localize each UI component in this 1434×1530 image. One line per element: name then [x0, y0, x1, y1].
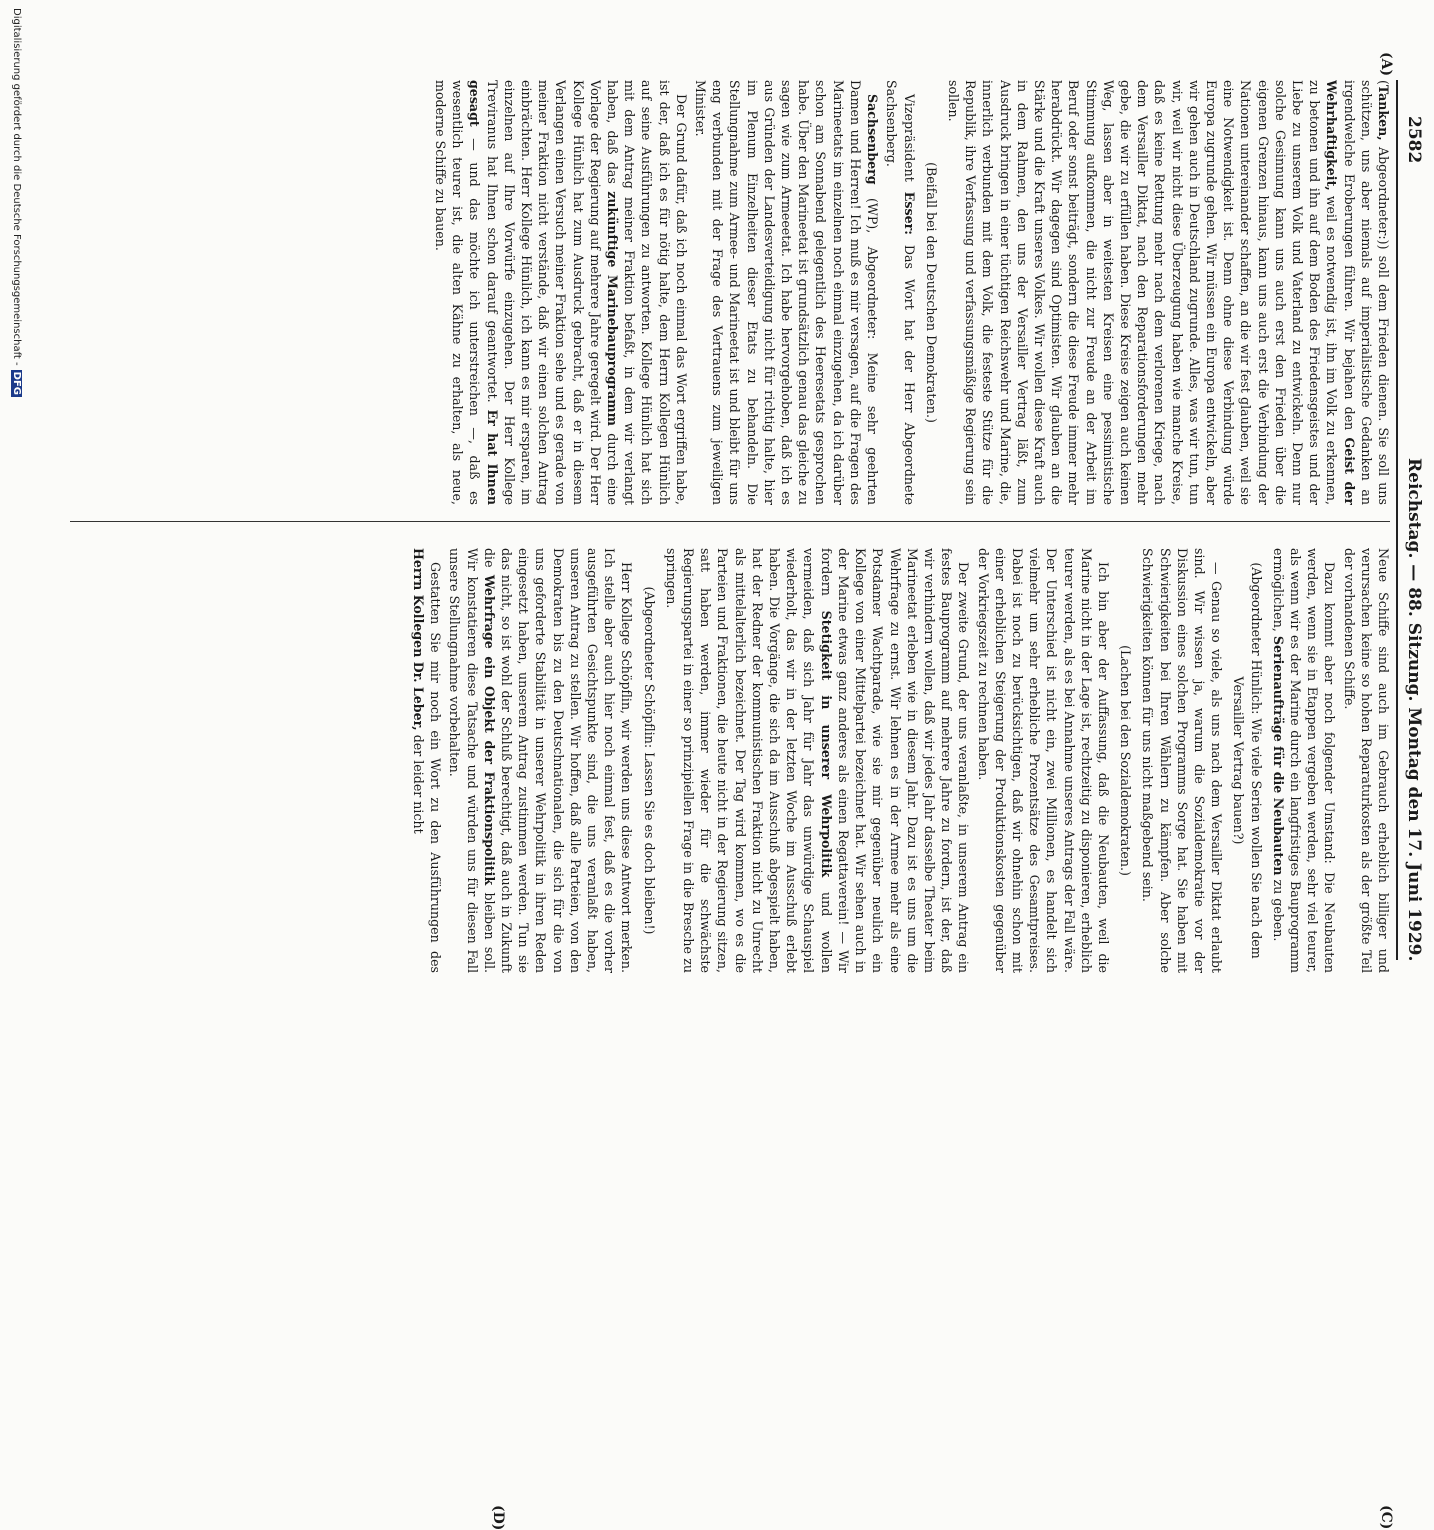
paragraph: Gestatten Sie mir noch ein Wort zu den Ausführungen des Herrn Kollegen Dr. Leber, der leider nicht [411, 548, 444, 973]
paragraph: Neue Schiffe sind auch im Gebrauch erheblich billiger und verursachen keine so hohen Reparaturkosten als der größte Teil der vorhandenen Schiffe. [1341, 548, 1391, 973]
right-column [67, 548, 1392, 973]
margin-mark-c: (C) [1378, 1505, 1394, 1530]
left-column [67, 80, 1392, 505]
paragraph: Sachsenberg (WP), Abgeordneter: Meine sehr geehrten Damen und Herren! Ich muß es mir versagen, auf die Fragen des Marineetats im einzelnen noch einmal einzugehen, da ich darüber schon am Sonnabend gelegentlich des Heeresetats gesprochen habe. Über den Marineetat ist grundsätzlich genau das gleiche zu sagen wie zum Armeeetat. Ich habe hervorgehoben, daß ich es aus Gründen der Landesverteidigung nicht für richtig halte, hier im Plenum Einzelheiten dieser Etats zu behandeln. Die Stellungnahme zum Armee- und Marineetat ist und bleibt für uns eng verbunden mit der Frage des Vertrauens zum jeweiligen Minister. [693, 80, 881, 505]
paragraph: Dazu kommt aber noch folgender Umstand: Die Neubauten werden, wenn sie in Etappen vergeben werden, sehr viel teurer, als wenn wir es der Marine durch ein langfristiges Bauprogramm ermöglichen, Serienaufträge für die Neubauten zu geben. [1270, 548, 1338, 973]
interjection: (Abgeordneter Schöpflin: Lassen Sie es doch bleiben!) [641, 586, 657, 935]
paragraph: Der Grund dafür, daß ich noch einmal das Wort ergriffen habe, ist der, daß ich es für nötig halte, dem Herrn Kollegen Hünlich auf seine Ausführungen zu antworten. Kollege Hünlich hat sich mit dem Antrag meiner Fraktion befaßt, in dem wir verlangt haben, daß das zukünftige Marinebauprogramm durch eine Vorlage der Regierung auf mehrere Jahre geregelt wird. Der Herr Kollege Hünlich hat zum Ausdruck gebracht, daß er in diesem Verlangen einen Versuch meiner Fraktion sehe und es gerade von meiner Fraktion nicht verstände, daß wir einen solchen Antrag einbrächten. Herr Kollege Hünlich, ich kann es mir ersparen, im einzelnen auf Ihre Vorwürfe einzugehen. Der Herr Kollege Treviranus hat Ihnen schon darauf geantwortet. Er hat Ihnen gesagt — und das möchte ich unterstreichen —, daß es wesentlich teurer ist, die alten Kähne zu erhalten, als neue, moderne Schiffe zu bauen. [433, 80, 689, 505]
paragraph: Ich bin aber der Auffassung, daß die Neubauten, weil die Marine nicht in der Lage ist, rechtzeitig zu disponieren, erheblich teurer werden, als es bei Annahme unseres Antrags der Fall wäre. Der Unterschied ist nicht ein, zwei Millionen, es handelt sich vielmehr um sehr erhebliche Prozentsätze des Gesamtpreises. Dabei ist noch zu berücksichtigen, daß wir ohnehin schon mit einer erheblichen Steigerung der Produktionskosten gegenüber der Vorkriegszeit zu rechnen haben. [975, 548, 1111, 973]
applause-note: (Beifall bei den Deutschen Demokraten.) [923, 162, 939, 423]
digitization-notice: Digitalisierung gefördert durch die Deutsche Forschungsgemeinschaft -DFG [11, 8, 22, 395]
header-title: Reichstag. — 88. Sitzung. Montag den 17. Juni 1929. [1404, 458, 1424, 962]
paragraph: Der zweite Grund, der uns veranlaßte, in unserem Antrag ein festes Bauprogramm auf mehrere Jahre zu fordern, ist der, daß wir verhindern wollen, daß wir jedes Jahr dasselbe Theater beim Marineetat erleben wie in diesem Jahr. Dazu ist es uns um die Wehrfrage zu ernst. Wir lehnen es in der Armee mehr als eine Potsdamer Wachtparade, wie sie mir gegenüber neulich ein Kollege von einer Mittelpartei bezeichnet hat. Wir sehen auch in der Marine etwas ganz anderes als einen Regattaverein! — Wir fordern Stetigkeit in unserer Wehrpolitik und wollen vermeiden, daß sich Jahr für Jahr das unwürdige Schauspiel wiederholt, das wir in der letzten Woche im Ausschuß erlebt haben. Die Vorgänge, die sich da im Ausschuß abgespielt haben, hat der Redner der kommunistischen Fraktion nicht zu Unrecht als mittelalterlich bezeichnet. Der Tag wird kommen, wo es die Parteien und Fraktionen, die heute nicht in der Regierung sitzen, satt haben werden, immer wieder für die schwächste Regierungspartei in einer so prinzipiellen Frage in die Bresche zu springen. [663, 548, 972, 973]
header-rule [1396, 80, 1398, 960]
interjection: (Lachen bei den Sozialdemokraten.) [1118, 645, 1134, 876]
page-number: 2582 [1404, 116, 1424, 164]
paragraph: (Tanken, Abgeordneter:)) soll dem Frieden dienen. Sie soll uns schützen, uns aber niemals auf imperialistische Gedanken an irgendwelche Eroberungen führen. Wir bejahen den Geist der Wehrhaftigkeit, weil es notwendig ist, ihn im Volk zu erkennen, zu betonen und ihn auf dem Boden des Friedensgeistes und der Liebe zu unserem Volk und Vaterland zu entwickeln. Denn nur solche Gesinnung kann uns auch erst den Frieden über die eigenen Grenzen hinaus, kann uns auch erst die Verbindung der Nationen untereinander schaffen, an die wir fest glauben, weil sie eine Notwendigkeit ist. Denn ohne diese Verbindung würde Europa zugrunde gehen. Wir müssen ein Europa entwickeln, aber wir gehen auch in Deutschland zugrunde. Alles, was wir tun, tun wir, weil wir nicht diese Überzeugung haben wie manche Kreise, daß es keine Rettung mehr nach dem verlorenen Kriege, nach dem Versailler Diktat, nach den Reparationsforderungen mehr gebe, die wir zu erfüllen haben. Diese Kreise zeigen auch keinen Weg, lassen aber in weitesten Kreisen eine pessimistische Stimmung aufkommen, die nicht zur Freude an der Arbeit im Beruf oder sonst beiträgt, sondern die diese Freude immer mehr herabdrückt. Wir dagegen sind Optimisten. Wir glauben an die Stärke und die Kraft unseres Volkes. Wir wollen diese Kraft auch in dem Rahmen, den uns der Versailler Vertrag läßt, zum Ausdruck bringen in einer tüchtigen Reichswehr und Marine, die, innerlich verbunden mit dem Volk, die festeste Stütze für die Republik, ihre Verfassung und verfassungsmäßige Regierung sein sollen. [945, 80, 1391, 505]
interjection: (Abgeordneter Hünlich: Wie viele Serien wollen Sie nach dem Versailler Vertrag bauen?) [1231, 562, 1264, 959]
margin-mark-d: (D) [490, 1505, 506, 1530]
speaker-name: Tanken, [1376, 84, 1391, 141]
dfg-logo: DFG [11, 371, 22, 395]
page-header [1396, 80, 1426, 960]
margin-mark-a: (A) [1378, 52, 1394, 77]
speaker-name: Esser: [901, 191, 917, 235]
speaker-name: Sachsenberg [865, 94, 881, 185]
paragraph: Vizepräsident Esser: Das Wort hat der Herr Abgeordnete Sachsenberg. [884, 80, 917, 505]
column-divider [70, 521, 1390, 522]
paragraph: — Genau so viele, als uns nach dem Versailler Diktat erlaubt sind. Wir wissen ja, warum die Sozialdemokratie vor der Diskussion eines solchen Programms Sorge hat. Sie haben mit Schwierigkeiten bei Ihren Wählern zu kämpfen. Aber solche Schwierigkeiten können für uns nicht maßgebend sein. [1140, 548, 1225, 973]
paragraph: Herr Kollege Schöpflin, wir werden uns diese Antwort merken. Ich stelle aber auch hier noch einmal fest, daß es die vorher ausgeführten Gesichtspunkte sind, die uns veranlaßt haben, unseren Antrag zu stellen. Wir hoffen, daß alle Parteien, von den Demokraten bis zu den Deutschnationalen, die sich für die von uns geforderte Stabilität in unserer Wehrpolitik in ihren Reden eingesetzt haben, unserem Antrag zustimmen werden. Tun sie das nicht, so ist wohl der Schluß berechtigt, daß auch in Zukunft die Wehrfrage ein Objekt der Fraktionspolitik bleiben soll. Wir konstatieren diese Tatsache und würden uns für diesen Fall unsere Stellungnahme vorbehalten. [447, 548, 635, 973]
